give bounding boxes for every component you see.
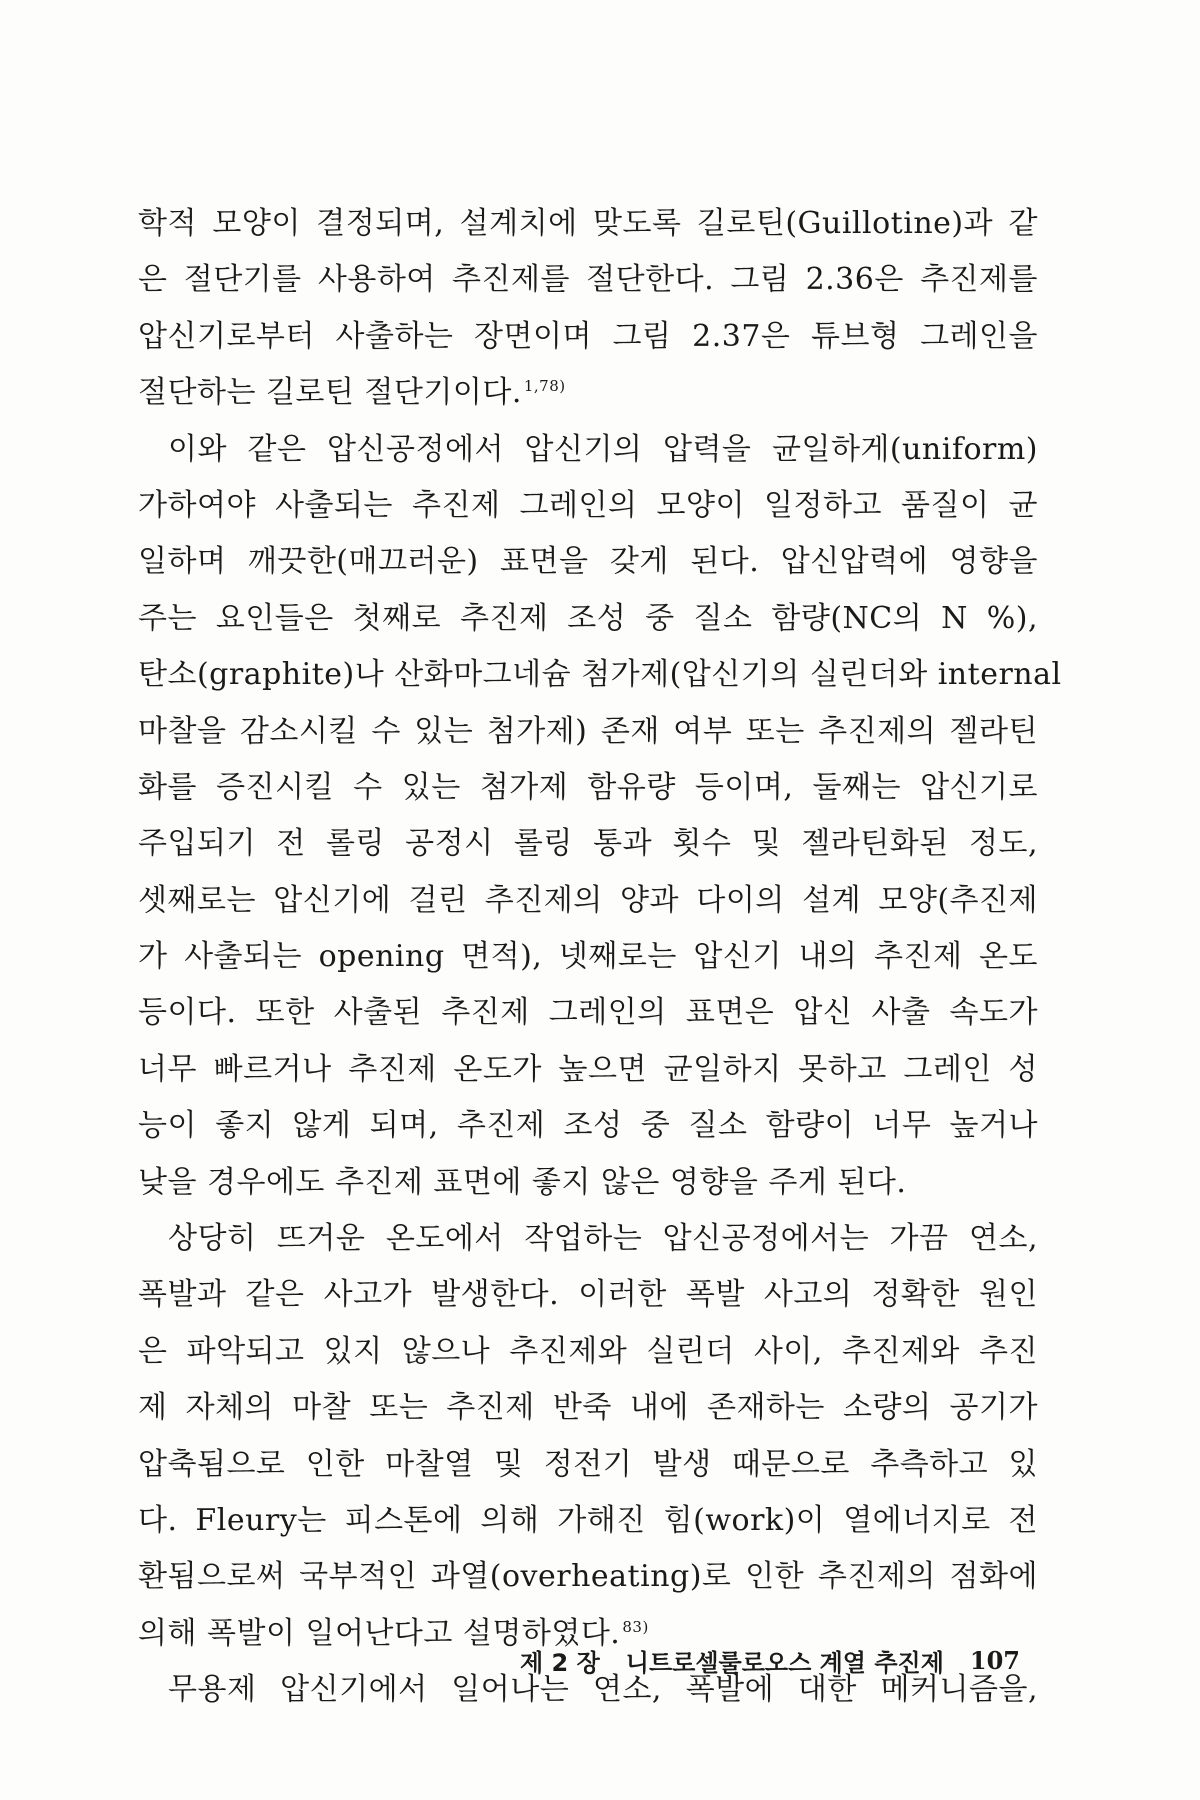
text-line bbox=[138, 1437, 1038, 1493]
text-line-content: 가 사출되는 opening 면적), 넷째로는 압신기 내의 추진제 온도 bbox=[138, 939, 1038, 975]
text-line bbox=[138, 1380, 1038, 1436]
footer-chapter-label: 제 2 장 bbox=[520, 1648, 600, 1677]
text-line-content: 주는 요인들은 첫째로 추진제 조성 중 질소 함량(NC의 N %), bbox=[138, 600, 1038, 636]
text-line bbox=[138, 1267, 1038, 1323]
text-line bbox=[138, 873, 1038, 929]
text-line-content: 환됨으로써 국부적인 과열(overheating)로 인한 추진제의 점화에 bbox=[138, 1559, 1038, 1595]
text-line bbox=[138, 929, 1038, 985]
page-footer bbox=[480, 1640, 1020, 1680]
text-line-content: 압신기로부터 사출하는 장면이며 그림 2.37은 튜브형 그레인을 bbox=[138, 318, 1038, 354]
page-number: 107 bbox=[969, 1645, 1020, 1675]
text-line-content: 압축됨으로 인한 마찰열 및 정전기 발생 때문으로 추측하고 있 bbox=[138, 1446, 1038, 1482]
text-line-content: 주입되기 전 롤링 공정시 롤링 통과 횟수 및 젤라틴화된 정도, bbox=[138, 826, 1038, 862]
text-line-content: 제 자체의 마찰 또는 추진제 반죽 내에 존재하는 소량의 공기가 bbox=[138, 1390, 1038, 1426]
text-line-content: 셋째로는 압신기에 걸린 추진제의 양과 다이의 설계 모양(추진제 bbox=[138, 882, 1038, 918]
text-line-content: 은 파악되고 있지 않으나 추진제와 실린더 사이, 추진제와 추진 bbox=[138, 1333, 1038, 1369]
text-line bbox=[138, 1098, 1038, 1154]
reference-superscript: 1,78) bbox=[523, 377, 566, 396]
text-line-content: 이와 같은 압신공정에서 압신기의 압력을 균일하게(uniform) bbox=[168, 431, 1038, 467]
reference-superscript: 83) bbox=[622, 1617, 649, 1636]
text-line bbox=[138, 309, 1038, 365]
text-line bbox=[138, 196, 1038, 252]
text-line bbox=[138, 647, 1062, 703]
text-line-content: 탄소(graphite)나 산화마그네슘 첨가제(압신기의 실린더와 internal bbox=[138, 657, 1062, 693]
text-line bbox=[138, 1493, 1038, 1549]
text-line bbox=[138, 422, 1038, 478]
text-line bbox=[138, 591, 1038, 647]
text-line bbox=[138, 365, 1038, 421]
text-line-content: 다. Fleury는 피스톤에 의해 가해진 힘(work)이 열에너지로 전 bbox=[138, 1502, 1038, 1538]
text-line bbox=[138, 704, 1038, 760]
text-line-content: 등이다. 또한 사출된 추진제 그레인의 표면은 압신 사출 속도가 bbox=[138, 995, 1038, 1031]
text-line-content: 무용제 압신기에서 일어나는 연소, 폭발에 대한 메커니즘을, bbox=[168, 1672, 1038, 1708]
footer-chapter-title: 니트로셀룰로오스 계열 추진제 bbox=[625, 1648, 944, 1677]
text-line-content: 마찰을 감소시킬 수 있는 첨가제) 존재 여부 또는 추진제의 젤라틴 bbox=[138, 713, 1038, 749]
text-line-content: 너무 빠르거나 추진제 온도가 높으면 균일하지 못하고 그레인 성 bbox=[138, 1051, 1038, 1087]
text-line-content: 의해 폭발이 일어난다고 설명하였다. bbox=[138, 1615, 621, 1651]
text-line-content: 낮을 경우에도 추진제 표면에 좋지 않은 영향을 주게 된다. bbox=[138, 1164, 907, 1200]
text-line-content: 가하여야 사출되는 추진제 그레인의 모양이 일정하고 품질이 균 bbox=[138, 487, 1038, 523]
text-line-content: 절단하는 길로틴 절단기이다. bbox=[138, 375, 522, 411]
text-line bbox=[138, 1211, 1038, 1267]
text-line-content: 일하며 깨끗한(매끄러운) 표면을 갖게 된다. 압신압력에 영향을 bbox=[138, 544, 1038, 580]
text-line bbox=[138, 985, 1038, 1041]
text-line bbox=[138, 1324, 1038, 1380]
text-line bbox=[138, 478, 1038, 534]
text-line bbox=[138, 1042, 1038, 1098]
text-line-content: 능이 좋지 않게 되며, 추진제 조성 중 질소 함량이 너무 높거나 bbox=[138, 1108, 1038, 1144]
text-line-content: 상당히 뜨거운 온도에서 작업하는 압신공정에서는 가끔 연소, bbox=[168, 1221, 1038, 1257]
text-line bbox=[138, 252, 1038, 308]
text-line bbox=[138, 816, 1038, 872]
text-line-content: 화를 증진시킬 수 있는 첨가제 함유량 등이며, 둘째는 압신기로 bbox=[138, 769, 1038, 805]
text-line bbox=[138, 1549, 1038, 1605]
text-line bbox=[138, 534, 1038, 590]
text-line-content: 은 절단기를 사용하여 추진제를 절단한다. 그림 2.36은 추진제를 bbox=[138, 262, 1038, 298]
text-line-content: 폭발과 같은 사고가 발생한다. 이러한 폭발 사고의 정확한 원인 bbox=[138, 1277, 1038, 1313]
text-line-content: 학적 모양이 결정되며, 설계치에 맞도록 길로틴(Guillotine)과 같 bbox=[138, 206, 1038, 241]
text-line bbox=[138, 1155, 1038, 1211]
text-line bbox=[138, 760, 1038, 816]
body-text bbox=[138, 196, 1062, 1719]
